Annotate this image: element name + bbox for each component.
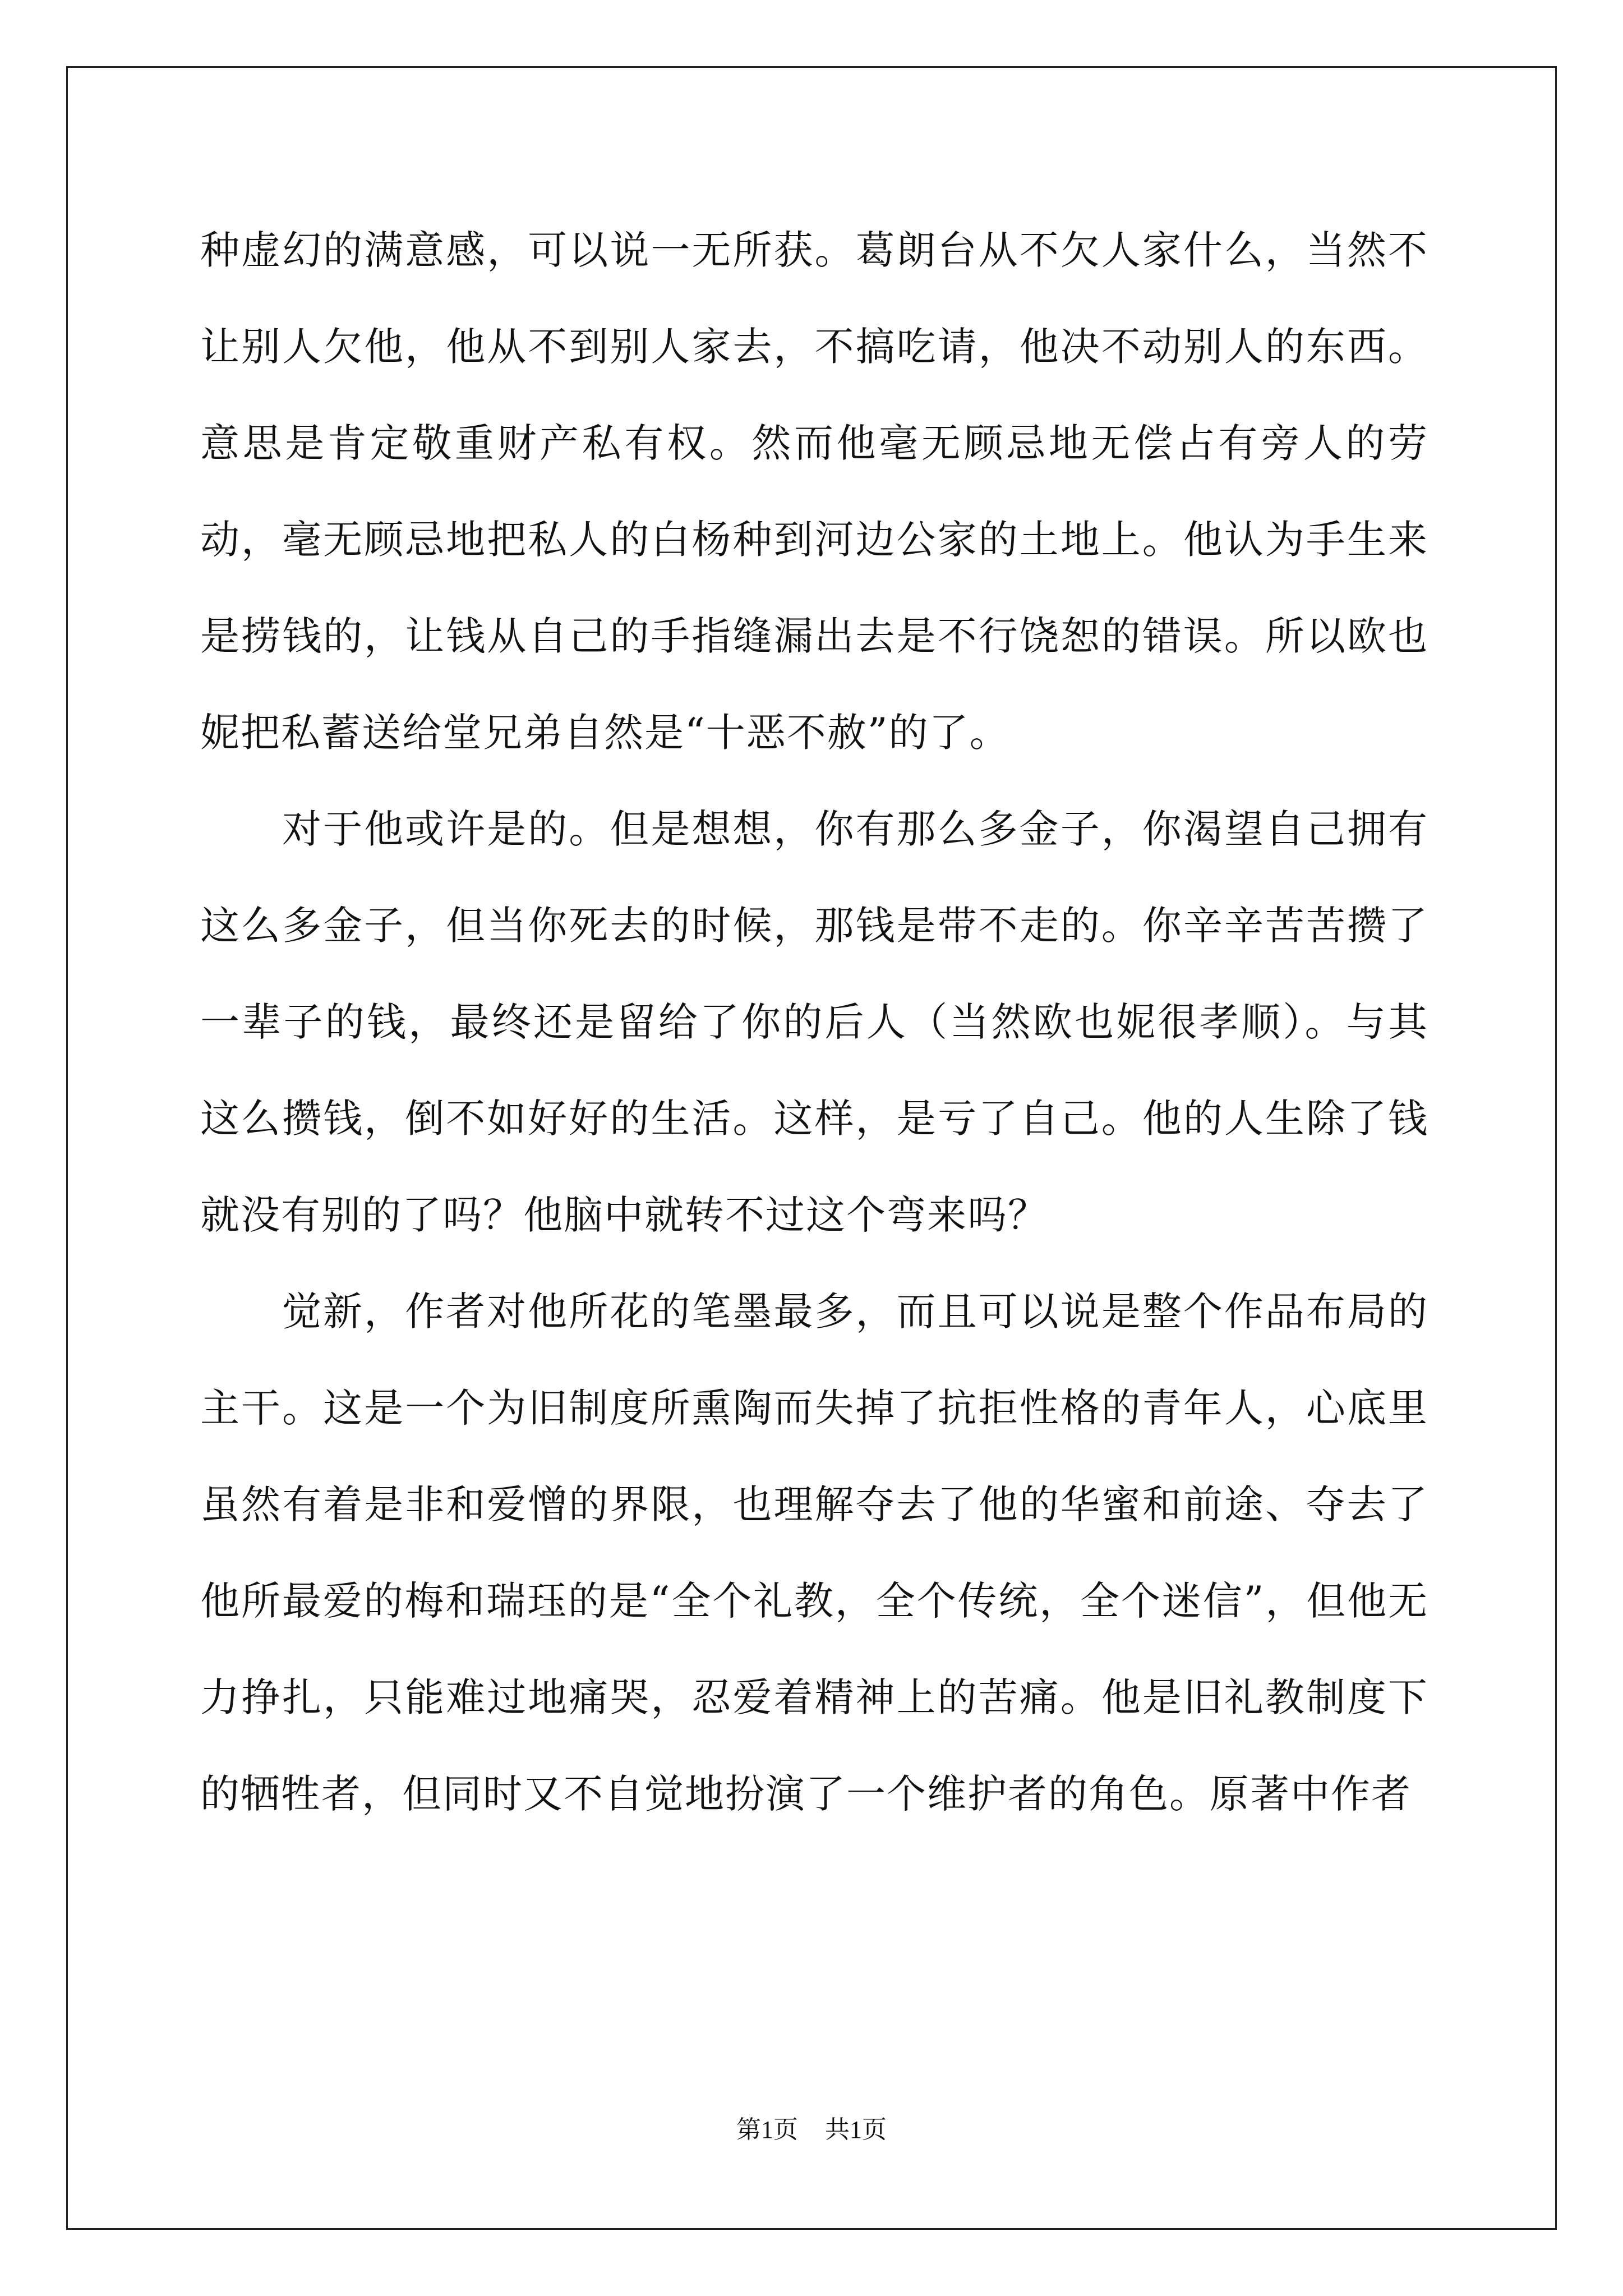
paragraph-2: 对于他或许是的。但是想想，你有那么多金子，你渴望自己拥有这么多金子，但当你死去的时候，那钱是带不走的。你辛辛苦苦攒了一辈子的钱，最终还是留给了你的后人（当然欧也妮很孝顺）。与其这么攒钱，倒不如好好的生活。这样，是亏了自己。他的人生除了钱就没有别的了吗？他脑中就转不过这个弯来吗？	[200, 806, 1428, 1238]
page-total: 共1页	[825, 2116, 887, 2143]
paragraph-1: 种虚幻的满意感，可以说一无所获。葛朗台从不欠人家什么，当然不让别人欠他，他从不到别人家去，不搞吃请，他决不动别人的东西。意思是肯定敬重财产私有权。然而他毫无顾忌地无偿占有旁人的劳动，毫无顾忌地把私人的白杨种到河边公家的土地上。他认为手生来是捞钱的，让钱从自己的手指缝漏出去是不行饶恕的错误。所以欧也妮把私蓄送给堂兄弟自然是“十恶不赦”的了。	[200, 227, 1428, 756]
paragraph-3: 觉新，作者对他所花的笔墨最多，而且可以说是整个作品布局的主干。这是一个为旧制度所熏陶而失掉了抗拒性格的青年人，心底里虽然有着是非和爱憎的界限，也理解夺去了他的华蜜和前途、夺去了他所最爱的梅和瑞珏的是“全个礼教，全个传统，全个迷信”，但他无力挣扎，只能难过地痛哭，忍爱着精神上的苦痛。他是旧礼教制度下的牺牲者，但同时又不自觉地扮演了一个维护者的角色。原著中作者	[200, 1289, 1428, 1817]
page-number: 第1页	[736, 2116, 798, 2143]
document-body	[200, 202, 1428, 1842]
page-footer	[0, 2109, 1623, 2145]
